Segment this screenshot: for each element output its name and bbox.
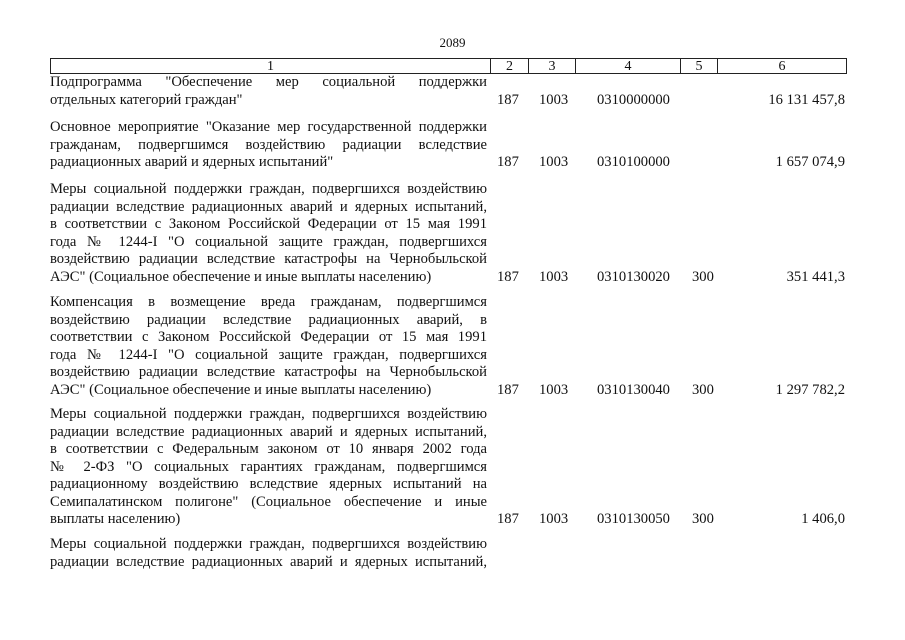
column-header-6: 6 [778,59,786,74]
column-header-5: 5 [681,59,718,73]
description-line: АЭС" (Социальное обеспечение и иные выплаты населению) [50,381,432,398]
amount: 1 297 782,2 [775,381,845,398]
amount: 1 406,0 [801,511,845,527]
description-line: Компенсация в возмещение вреда гражданам, подвергшимся [50,294,487,310]
description-line: АЭС" (Социальное обеспечение и иные выплаты населению) [50,268,432,285]
description-line: года № 1244-I "О социальной защите граждан, подвергшихся [50,233,487,250]
column-header-3: 3 [529,59,576,73]
section-code: 1003 [539,154,569,170]
row-description [50,119,487,172]
description-line: радиации вследствие радиационных аварий и ядерных испытаний, [50,198,487,215]
row-description [50,74,487,109]
page-number: 2089 [439,35,466,50]
ministry-code: 187 [497,381,519,398]
description-line: выплаты населению) [50,511,181,527]
description-line: гражданам, подвергшимся воздействию радиации вследствие [50,136,487,153]
description-line: радиации вследствие радиационных аварий и ядерных испытаний, [50,423,487,440]
section-code: 1003 [539,381,569,398]
description-line: воздействию радиации вследствие радиационных аварий, в [50,311,487,328]
section-code: 1003 [539,268,569,285]
ministry-code: 187 [497,268,519,285]
description-line: отдельных категорий граждан" [50,91,243,108]
target-article-code: 0310000000 [597,91,670,108]
expense-type-code: 300 [692,381,714,398]
column-header-2: 2 [491,59,529,73]
description-line: воздействию радиации вследствие катастрофы на Чернобыльской [50,251,487,267]
description-line: в соответствии с Федеральным законом от 10 января 2002 года [50,441,487,457]
description-line: радиации вследствие радиационных аварий и ядерных испытаний, [50,553,487,570]
description-line: Меры социальной поддержки граждан, подвергшихся воздействию [50,181,487,197]
description-line: Семипалатинском полигоне" (Социальное обеспечение и иные [50,493,487,510]
target-article-code: 0310130020 [597,268,670,285]
column-header-1: 1 [51,59,491,73]
row-description [50,181,487,286]
description-line: № 2-ФЗ "О социальных гарантиях гражданам, подвергшимся [50,458,487,475]
target-article-code: 0310130050 [597,511,670,527]
description-line: Основное мероприятие "Оказание мер государственной поддержки [50,119,487,135]
description-line: Меры социальной поддержки граждан, подвергшихся воздействию [50,406,487,422]
target-article-code: 0310130040 [597,381,670,398]
amount: 16 131 457,8 [768,91,845,108]
ministry-code: 187 [497,511,519,527]
section-code: 1003 [539,511,569,527]
ministry-code: 187 [497,154,519,170]
section-code: 1003 [539,91,569,108]
ministry-code: 187 [497,91,519,108]
description-line: радиационных аварий и ядерных испытаний" [50,154,334,170]
description-line: Меры социальной поддержки граждан, подвергшихся воздействию [50,536,487,552]
expense-type-code: 300 [692,268,714,285]
description-line: соответствии с Законом Российской Федерации от 15 мая 1991 [50,329,487,345]
description-line: в соответствии с Законом Российской Федерации от 15 мая 1991 [50,216,487,232]
amount: 351 441,3 [786,268,845,285]
column-header-4: 4 [576,59,681,73]
expense-type-code: 300 [692,511,714,527]
description-line: радиационному воздействию вследствие ядерных испытаний на [50,476,487,492]
row-description [50,536,487,571]
table-header [50,58,847,74]
amount: 1 657 074,9 [775,154,845,170]
description-line: года № 1244-I "О социальной защите граждан, подвергшихся [50,346,487,363]
description-line: воздействию радиации вследствие катастрофы на Чернобыльской [50,364,487,380]
row-description [50,406,487,529]
description-line: Подпрограмма "Обеспечение мер социальной поддержки [50,74,487,90]
row-description [50,294,487,399]
target-article-code: 0310100000 [597,154,670,170]
